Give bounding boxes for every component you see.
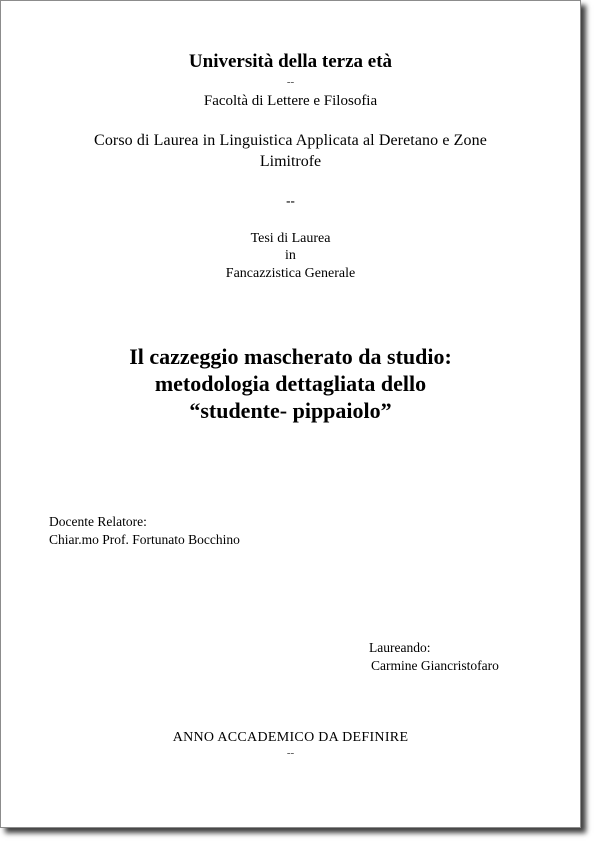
thesis-title-line3: “studente- pippaiolo” xyxy=(189,398,392,423)
separator-bottom: -- xyxy=(286,747,295,759)
thesis-title-line1: Il cazzeggio mascherato da studio: xyxy=(129,344,452,369)
academic-year: ANNO ACCADEMICO DA DEFINIRE xyxy=(172,730,409,745)
separator-mid: -- xyxy=(286,193,295,208)
thesis-type: Tesi di Laurea xyxy=(250,231,331,246)
university-name: Università della terza età xyxy=(188,51,393,72)
candidate-label: Laureando: xyxy=(369,640,431,655)
candidate-name: Carmine Giancristofaro xyxy=(371,658,499,673)
thesis-title-line2: metodologia dettagliata dello xyxy=(154,371,427,396)
course-name-line2: Limitrofe xyxy=(259,153,322,170)
thesis-connector: in xyxy=(285,248,296,263)
supervisor-name: Chiar.mo Prof. Fortunato Bocchino xyxy=(49,532,240,547)
supervisor-label: Docente Relatore: xyxy=(49,514,147,529)
separator-top: -- xyxy=(286,76,295,88)
course-name-line1: Corso di Laurea in Linguistica Applicata al Deretano e Zone xyxy=(94,132,487,149)
faculty-name: Facoltà di Lettere e Filosofia xyxy=(203,93,378,109)
thesis-subject: Fancazzistica Generale xyxy=(225,266,356,281)
